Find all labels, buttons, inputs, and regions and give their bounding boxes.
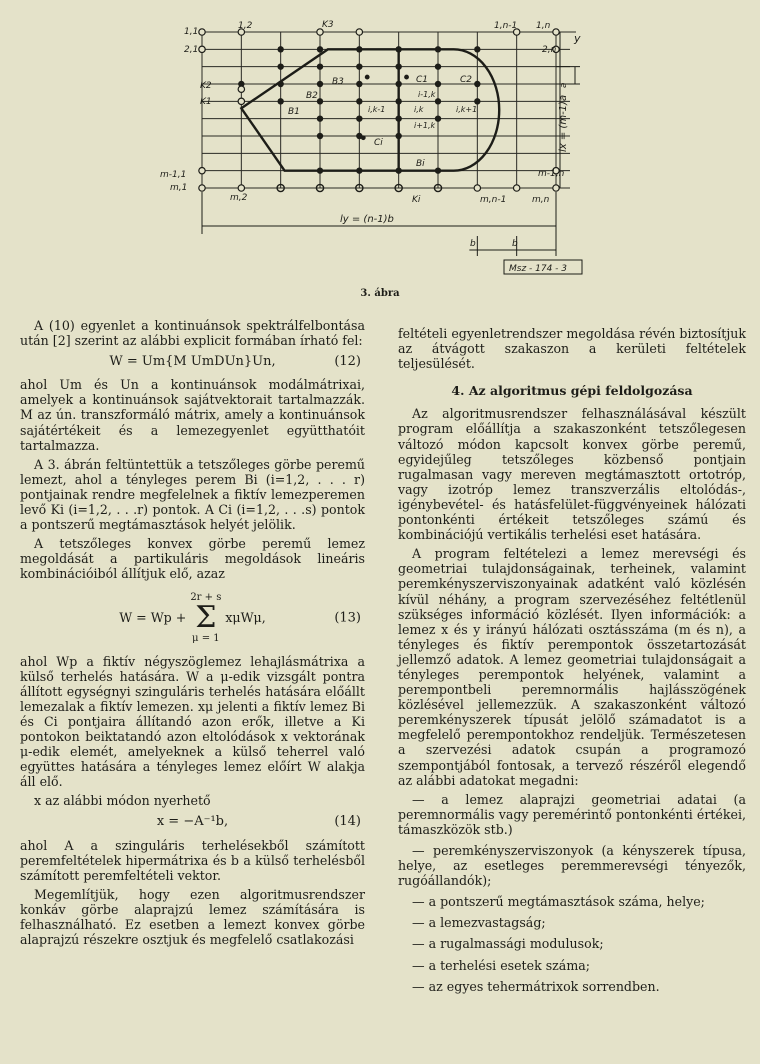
label-2-n: 2,n	[542, 45, 557, 55]
label-c2: C2	[460, 75, 473, 85]
fictive-point	[513, 185, 519, 191]
equation-12	[20, 354, 365, 369]
grid-point	[474, 98, 480, 104]
fictive-point	[356, 29, 362, 35]
label-m-1-1: m-1,1	[160, 170, 187, 180]
grid-point	[395, 46, 401, 52]
fictive-point	[199, 29, 205, 35]
list-item: — a pontszerű megtámasztások száma, helye;	[398, 894, 746, 909]
label-m-n: m,n	[532, 195, 550, 205]
paragraph: A (10) egyenlet a kontinuánsok spektrálfelbontása után [2] szerint az alábbi explicit formában írható fel:	[20, 318, 365, 349]
summation-sign	[190, 592, 221, 644]
label-i-1-k: i-1,k	[418, 90, 436, 99]
label-m-2: m,2	[230, 193, 248, 203]
grid-lines	[202, 32, 576, 188]
fictive-point	[553, 29, 559, 35]
paragraph: ahol Wp a fiktív négyszöglemez lehajlásmátrixa a külső terhelés hatására. W a μ-edik vizsgált pontra állított egységnyi szinguláris terhelés hatására előállt lemezalak a fiktív lemezen. xμ jelenti a fiktív lemez Bi és Ci pontjaira állítandó azon erők, illetve a Ki pontokon beiktatandó azon eltolódások x vektorának μ-edik elemét, amelyeknek a külső teherrel való együttes hatására a tényleges lemez előírt W alakja áll elő.	[20, 653, 365, 790]
grid-point	[317, 133, 323, 139]
summation-lower: μ = 1	[192, 632, 220, 644]
stamp-text: Msz - 174 - 3	[509, 264, 568, 274]
paragraph: Az algoritmusrendszer felhasználásával készült program előállítja a szakaszonként tetszőlegesen változó módon kapcsolt konvex görbe peremű, egyidejűleg tetszőleges közbenső pontjain rugalmasan vagy mereven megtámasztott ortotróp, vagy izotróp lemez transzverzális eltolódás-, igénybevétel- és hatásfelület-függvényeinek hálózati pontonkénti értékeit tetszőleges számú és kombinációjú vertikális terhelési eset hatására.	[398, 406, 746, 543]
equation-14	[20, 814, 365, 829]
grid-point	[317, 115, 323, 121]
list-item: — a lemezvastagság;	[398, 915, 746, 930]
equation-13	[20, 592, 365, 644]
label-1-1: 1,1	[184, 27, 199, 37]
grid-point	[317, 167, 323, 173]
input-data-list	[398, 792, 746, 994]
grid-point	[356, 81, 362, 87]
label-m-1-n: m-1,n	[538, 169, 565, 179]
list-item: — a lemez alaprajzi geometriai adatai (a peremnormális vagy peremérintő pontonkénti értékei, támaszközök stb.)	[398, 792, 746, 837]
fictive-point	[238, 185, 244, 191]
support-point	[365, 75, 370, 80]
paragraph: x az alábbi módon nyerhető	[34, 793, 211, 809]
fictive-point	[238, 86, 244, 92]
grid-point	[277, 81, 283, 87]
equation-12-body: W = Um{M UmDUn}Un,	[109, 354, 276, 370]
label-k2: K2	[200, 81, 212, 91]
label-i-k-plus-1: i,k+1	[456, 105, 478, 114]
grid-point	[356, 115, 362, 121]
dim-ly-label: ly = (n-1)b	[340, 214, 394, 225]
grid-point	[395, 81, 401, 87]
grid-diagram	[0, 0, 760, 285]
support-point	[361, 135, 366, 140]
paragraph: ahol Um és Un a kontinuánsok modálmátrixai, amelyek a kontinuánsok sajátvektorait tartalmazzák. M az ún. transzformáló mátrix, amely a kontinuánsok sajátértékeit és a lemezegyenlet együtthatóit tartalmazza.	[20, 377, 365, 453]
fictive-point	[553, 185, 559, 191]
paragraph: feltételi egyenletrendszer megoldása révén biztosítjuk az átvágott szakaszon a kerületi feltételek teljesülését.	[398, 326, 746, 372]
paragraph: ahol A a szinguláris terhelésekből számított peremfeltételek hipermátrixa és b a külső terhelésből számított peremfeltételi vektor.	[20, 837, 365, 883]
fictive-point	[199, 167, 205, 173]
support-point	[404, 75, 409, 80]
grid-point	[435, 81, 441, 87]
equation-12-number: (12)	[334, 354, 361, 370]
grid-point	[435, 63, 441, 69]
grid-point	[435, 115, 441, 121]
label-2-1: 2,1	[184, 45, 199, 55]
grid-point	[395, 133, 401, 139]
paragraph: Megemlítjük, hogy ezen algoritmusrendszer konkáv görbe alaprajzú lemez számítására is felhasználható. Ez esetben a lemezt konvex görbe alaprajzú részekre osztjuk és megfelelő csatlakozási	[20, 886, 365, 948]
grid-point	[317, 81, 323, 87]
label-1-n-1: 1,n-1	[494, 21, 518, 31]
grid-point	[435, 98, 441, 104]
axis-y-label: y	[574, 32, 581, 45]
right-column	[398, 326, 746, 1000]
grid-point	[474, 46, 480, 52]
summation-upper: 2r + s	[190, 591, 222, 603]
label-b1: B1	[288, 107, 300, 117]
grid-point	[395, 167, 401, 173]
label-i-k: i,k	[414, 105, 424, 114]
label-b3: B3	[332, 77, 344, 87]
list-item: — a terhelési esetek száma;	[398, 958, 746, 973]
dim-b-label-1: b	[470, 239, 476, 249]
grid-point	[277, 63, 283, 69]
figure-3	[0, 0, 760, 285]
paragraph: A tetszőleges konvex görbe peremű lemez megoldását a partikuláris megoldások lineáris kombinációiból állítjuk elő, azaz	[20, 536, 365, 582]
equation-13-number: (13)	[334, 609, 361, 625]
grid-point	[395, 98, 401, 104]
grid-point	[474, 81, 480, 87]
paragraph: A program feltételezi a lemez merevségi és geometriai tulajdonságainak, terheinek, valamint peremkényszerviszonyainak adatként való közlésén kívül néhány, a program szervezéséhez feltétlenül szükséges információ közlését. Ilyen információk: a lemez x és y irányú hálózati osztásszáma (m és n), a tényleges és fiktív perempontok összetartozását jellemző adatok. A lemez geometriai tulajdonságait a tényleges perempontok helyének, valamint a perempontbeli peremnormális hajlásszögének közlésével jellemezzük. A szakaszonként változó peremkényszerek típusát jelölő számadatot is a megfelelő perempontokhoz rendeljük. Természetesen a szervezési adatok csupán a programozó szempontjából fontosak, a tervező részéről elegendő az alábbi adatokat megadni:	[398, 546, 746, 788]
grid-point	[277, 46, 283, 52]
label-1-n: 1,n	[536, 21, 551, 31]
grid-point	[435, 167, 441, 173]
equation-13-lhs: W = Wp +	[119, 609, 187, 625]
figure-caption: 3. ábra	[360, 288, 400, 299]
grid-point	[435, 46, 441, 52]
grid-point	[317, 63, 323, 69]
list-item: — peremkényszerviszonyok (a kényszerek típusa, helye, az esetleges peremmerevségi tényezők, rugóállandók);	[398, 843, 746, 888]
label-ki: Ki	[412, 195, 421, 205]
label-i-plus-1-k: i+1,k	[414, 121, 436, 130]
equation-14-number: (14)	[334, 814, 361, 830]
list-item: — a rugalmassági modulusok;	[398, 936, 746, 951]
label-m-1: m,1	[170, 183, 188, 193]
fictive-point	[199, 46, 205, 52]
label-b2: B2	[306, 91, 318, 101]
label-ci: Ci	[374, 138, 383, 148]
grid-point	[356, 46, 362, 52]
grid-point	[356, 63, 362, 69]
sigma-glyph: Σ	[195, 599, 217, 635]
label-1-2: 1,2	[238, 21, 253, 31]
grid-point	[356, 167, 362, 173]
grid-point	[395, 115, 401, 121]
left-column	[20, 318, 365, 951]
equation-14-body: x = −A⁻¹b,	[156, 814, 229, 830]
grid-point	[356, 98, 362, 104]
label-k3: K3	[322, 20, 334, 30]
dim-lx-label: lx = (m-1)a	[558, 94, 569, 152]
paragraph: A 3. ábrán feltüntettük a tetszőleges görbe peremű lemezt, ahol a tényleges perem Bi (i=1,2, . . . r) pontjainak rendre megfelelnek a fiktív lemezperemen levő Ki (i=1,2, . . .r) pontok. A Ci (i=1,2, . . .s) pontok a pontszerű megtámasztások helyét jelölik.	[20, 456, 365, 533]
fictive-point	[199, 185, 205, 191]
fictive-point	[474, 185, 480, 191]
dim-b-label-2: b	[512, 239, 518, 249]
grid-point	[277, 98, 283, 104]
label-bi: Bi	[416, 159, 425, 169]
label-c1: C1	[416, 75, 429, 85]
list-item: — az egyes tehermátrixok sorrendben.	[398, 979, 746, 994]
label-m-n-1: m,n-1	[480, 195, 507, 205]
label-k1: K1	[200, 97, 212, 107]
grid-point	[395, 63, 401, 69]
section-heading: 4. Az algoritmus gépi feldolgozása	[451, 383, 693, 399]
equation-13-rhs: xμWμ,	[225, 609, 266, 625]
fictive-point	[238, 98, 244, 104]
grid-point	[317, 46, 323, 52]
dim-a-label: a	[559, 82, 569, 88]
label-i-k-1: i,k-1	[368, 105, 386, 114]
